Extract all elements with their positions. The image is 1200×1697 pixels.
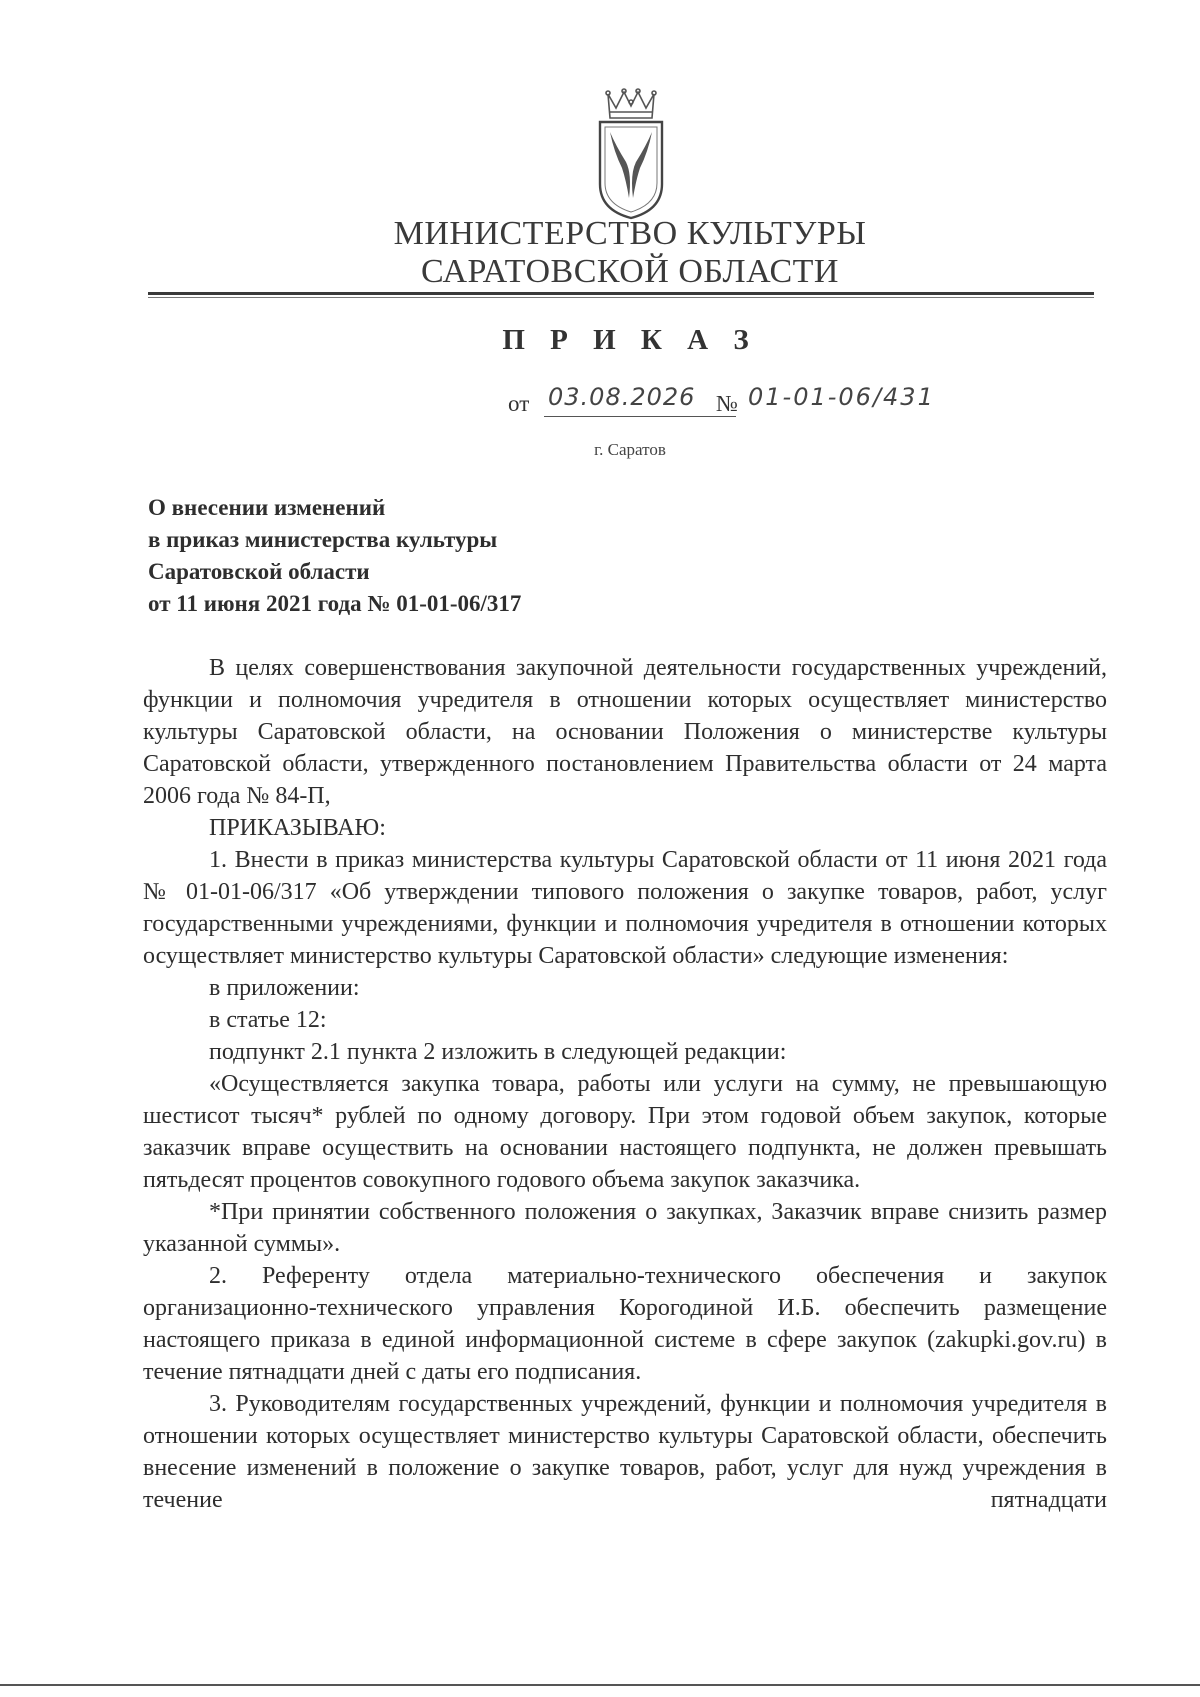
body-paragraph-quote: «Осуществляется закупка товара, работы или услуги на сумму, не превышающую шестисот тысяч* рублей по одному договору. При этом годовой объем закупок, которые заказчик вправе осуществить на основании настоящего подпункта, не должен превышать пятьдесят процентов совокупного годового объема закупок заказчика. — [143, 1071, 1107, 1193]
body-paragraph-item-3: 3. Руководителям государственных учреждений, функции и полномочия учредителя в отношении которых осуществляет министерство культуры Саратовской области, обеспечить внесение изменений в положение о закупке товаров, работ, услуг для нужд учреждения в течение пятнадцати — [143, 1391, 1107, 1513]
order-date-handwritten: 03.08.2026 — [548, 383, 696, 411]
order-number-handwritten: 01-01-06/431 — [748, 383, 935, 411]
document-type-title: П Р И К А З — [502, 324, 758, 356]
body-paragraph-item-2: 2. Референту отдела материально-технического обеспечения и закупок организационно-технического управления Корогодиной И.Б. обеспечить размещение настоящего приказа в единой информационной системе в сфере закупок (zakupki.gov.ru) в течение пятнадцати дней с даты его подписания. — [143, 1263, 1107, 1385]
body-paragraph-order-word: ПРИКАЗЫВАЮ: — [209, 815, 386, 841]
order-date-number — [508, 383, 1008, 423]
order-subject — [148, 492, 521, 620]
body-paragraph-item-1: 1. Внести в приказ министерства культуры Саратовской области от 11 июня 2021 года № 01-01-06/317 «Об утверждении типового положения о закупке товаров, работ, услуг государственными учреждениями, функции и полномочия учредителя в отношении которых осуществляет министерство культуры Саратовской области» следующие изменения: — [143, 847, 1107, 969]
header-divider-thin — [148, 297, 1094, 298]
page-bottom-edge — [0, 1684, 1200, 1686]
ministry-name-line2: САРАТОВСКОЙ ОБЛАСТИ — [421, 253, 839, 290]
order-prefix: от — [508, 391, 530, 416]
subject-line: в приказ министерства культуры — [148, 527, 498, 552]
subject-line: О внесении изменений — [148, 495, 386, 520]
order-body — [143, 652, 1107, 1516]
body-paragraph-footnote: *При принятии собственного положения о закупках, Заказчик вправе снизить размер указанной суммы». — [143, 1199, 1107, 1257]
body-paragraph-subclause: подпункт 2.1 пункта 2 изложить в следующей редакции: — [209, 1039, 787, 1065]
date-underline — [544, 416, 736, 417]
body-paragraph-preamble: В целях совершенствования закупочной деятельности государственных учреждений, функции и полномочия учредителя в отношении которых осуществляет министерство культуры Саратовской области, на основании Положения о министерстве культуры Саратовской области, утвержденного постановлением Правительства области от 24 марта 2006 года № 84-П, — [143, 655, 1107, 809]
saratov-coat-of-arms-icon — [596, 88, 666, 220]
header-divider — [148, 292, 1094, 295]
subject-line: от 11 июня 2021 года № 01-01-06/317 — [148, 591, 522, 616]
city-label: г. Саратов — [594, 440, 666, 459]
subject-line: Саратовской области — [148, 559, 370, 584]
body-paragraph-appendix: в приложении: — [209, 975, 360, 1001]
number-sign: № — [716, 391, 738, 416]
body-paragraph-article: в статье 12: — [209, 1007, 327, 1033]
ministry-name-line1: МИНИСТЕРСТВО КУЛЬТУРЫ — [393, 215, 867, 252]
